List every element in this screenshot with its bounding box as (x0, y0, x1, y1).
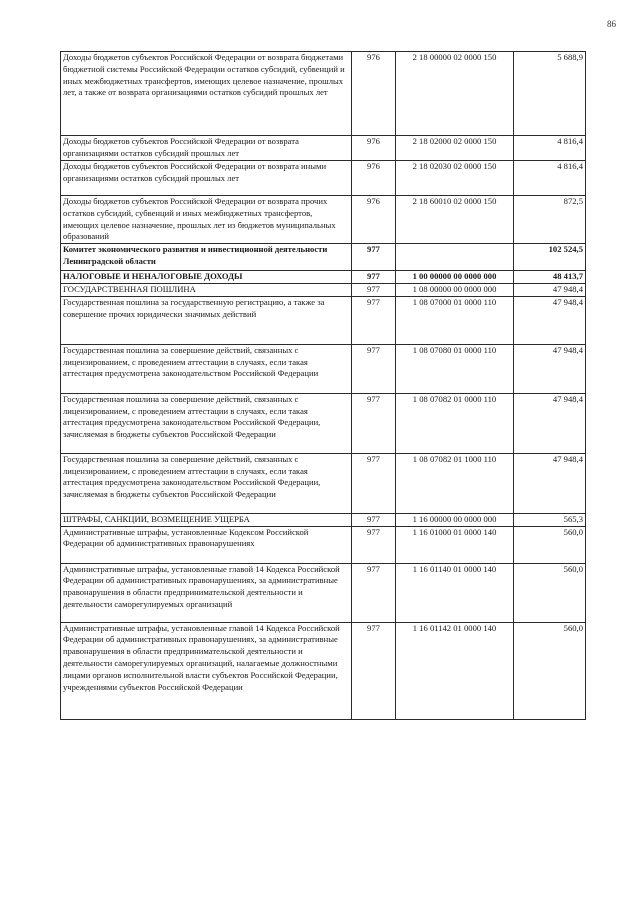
amount-cell: 4 816,4 (514, 136, 586, 161)
table-row (61, 296, 586, 344)
revenue-name-cell: Комитет экономического развития и инвестиционной деятельности Ленинградской области (61, 244, 352, 271)
admin-code-cell: 976 (352, 136, 396, 161)
table-row (61, 622, 586, 719)
budget-classification-code-cell: 1 16 01140 01 0000 140 (396, 563, 514, 622)
budget-classification-code-cell (396, 244, 514, 271)
table-row (61, 453, 586, 513)
amount-cell: 47 948,4 (514, 344, 586, 393)
budget-classification-code-cell: 1 16 01000 01 0000 140 (396, 526, 514, 563)
revenue-name-cell: Доходы бюджетов субъектов Российской Федерации от возврата иными организациями остатков субсидий прошлых лет (61, 161, 352, 196)
budget-classification-code-cell: 1 08 00000 00 0000 000 (396, 283, 514, 296)
budget-classification-code-cell: 1 16 00000 00 0000 000 (396, 513, 514, 526)
admin-code-cell: 977 (352, 453, 396, 513)
revenue-name-cell: Государственная пошлина за совершение действий, связанных с лицензированием, с проведением аттестации в случаях, если такая аттестация предусмотрена законодательством Российской Федерации, зачисляемая в бюджеты субъектов Российской Федерации (61, 393, 352, 453)
admin-code-cell: 977 (352, 526, 396, 563)
budget-classification-code-cell: 2 18 00000 02 0000 150 (396, 52, 514, 136)
revenue-table (60, 51, 586, 720)
amount-cell: 47 948,4 (514, 393, 586, 453)
amount-cell: 102 524,5 (514, 244, 586, 271)
admin-code-cell: 977 (352, 283, 396, 296)
amount-cell: 5 688,9 (514, 52, 586, 136)
admin-code-cell: 977 (352, 344, 396, 393)
amount-cell: 565,3 (514, 513, 586, 526)
revenue-name-cell: Административные штрафы, установленные главой 14 Кодекса Российской Федерации об административных правонарушениях, за административные правонарушения в области предпринимательской деятельности и деятельности саморегулируемых организаций, налагаемые должностными лицами органов исполнительной власти субъектов Российской Федерации, учреждениями субъектов Российской Федерации (61, 622, 352, 719)
budget-classification-code-cell: 2 18 60010 02 0000 150 (396, 196, 514, 244)
amount-cell: 872,5 (514, 196, 586, 244)
revenue-name-cell: НАЛОГОВЫЕ И НЕНАЛОГОВЫЕ ДОХОДЫ (61, 271, 352, 284)
amount-cell: 560,0 (514, 526, 586, 563)
revenue-name-cell: Государственная пошлина за государственную регистрацию, а также за совершение прочих юридически значимых действий (61, 296, 352, 344)
amount-cell: 4 816,4 (514, 161, 586, 196)
amount-cell: 560,0 (514, 563, 586, 622)
revenue-name-cell: Государственная пошлина за совершение действий, связанных с лицензированием, с проведением аттестации в случаях, если такая аттестация предусмотрена законодательством Российской Федерации, зачисляемая в бюджеты субъектов Российской Федерации (61, 453, 352, 513)
amount-cell: 47 948,4 (514, 296, 586, 344)
budget-classification-code-cell: 2 18 02030 02 0000 150 (396, 161, 514, 196)
budget-classification-code-cell: 1 08 07082 01 1000 110 (396, 453, 514, 513)
revenue-table-body (61, 52, 586, 720)
admin-code-cell: 977 (352, 563, 396, 622)
admin-code-cell: 976 (352, 52, 396, 136)
admin-code-cell: 977 (352, 622, 396, 719)
revenue-name-cell: Доходы бюджетов субъектов Российской Федерации от возврата организациями остатков субсидий прошлых лет (61, 136, 352, 161)
revenue-name-cell: Доходы бюджетов субъектов Российской Федерации от возврата бюджетами бюджетной системы Российской Федерации остатков субсидий, субвенций и иных межбюджетных трансфертов, имеющих целевое назначение, прошлых лет, а также от возврата организациями остатков субсидий прошлых лет (61, 52, 352, 136)
admin-code-cell: 977 (352, 271, 396, 284)
table-row (61, 563, 586, 622)
table-row (61, 244, 586, 271)
amount-cell: 47 948,4 (514, 283, 586, 296)
table-row (61, 513, 586, 526)
amount-cell: 560,0 (514, 622, 586, 719)
table-row (61, 52, 586, 136)
table-row (61, 136, 586, 161)
revenue-name-cell: Государственная пошлина за совершение действий, связанных с лицензированием, с проведением аттестации в случаях, если такая аттестация предусмотрена законодательством Российской Федерации (61, 344, 352, 393)
revenue-name-cell: Доходы бюджетов субъектов Российской Федерации от возврата прочих остатков субсидий, субвенций и иных межбюджетных трансфертов, имеющих целевое назначение, прошлых лет из бюджетов муниципальных образований (61, 196, 352, 244)
table-row (61, 344, 586, 393)
admin-code-cell: 976 (352, 196, 396, 244)
amount-cell: 48 413,7 (514, 271, 586, 284)
budget-classification-code-cell: 1 00 00000 00 0000 000 (396, 271, 514, 284)
admin-code-cell: 977 (352, 393, 396, 453)
revenue-name-cell: Административные штрафы, установленные Кодексом Российской Федерации об административных правонарушениях (61, 526, 352, 563)
table-row (61, 526, 586, 563)
table-row (61, 283, 586, 296)
admin-code-cell: 977 (352, 296, 396, 344)
page-number: 86 (607, 19, 616, 29)
table-row (61, 271, 586, 284)
admin-code-cell: 976 (352, 161, 396, 196)
budget-classification-code-cell: 1 08 07080 01 0000 110 (396, 344, 514, 393)
revenue-name-cell: Административные штрафы, установленные главой 14 Кодекса Российской Федерации об административных правонарушениях, за административные правонарушения в области предпринимательской деятельности и деятельности саморегулируемых организаций (61, 563, 352, 622)
amount-cell: 47 948,4 (514, 453, 586, 513)
budget-classification-code-cell: 2 18 02000 02 0000 150 (396, 136, 514, 161)
budget-classification-code-cell: 1 08 07082 01 0000 110 (396, 393, 514, 453)
revenue-name-cell: ГОСУДАРСТВЕННАЯ ПОШЛИНА (61, 283, 352, 296)
table-row (61, 196, 586, 244)
admin-code-cell: 977 (352, 513, 396, 526)
table-row (61, 393, 586, 453)
revenue-name-cell: ШТРАФЫ, САНКЦИИ, ВОЗМЕЩЕНИЕ УЩЕРБА (61, 513, 352, 526)
budget-classification-code-cell: 1 16 01142 01 0000 140 (396, 622, 514, 719)
admin-code-cell: 977 (352, 244, 396, 271)
table-row (61, 161, 586, 196)
budget-classification-code-cell: 1 08 07000 01 0000 110 (396, 296, 514, 344)
